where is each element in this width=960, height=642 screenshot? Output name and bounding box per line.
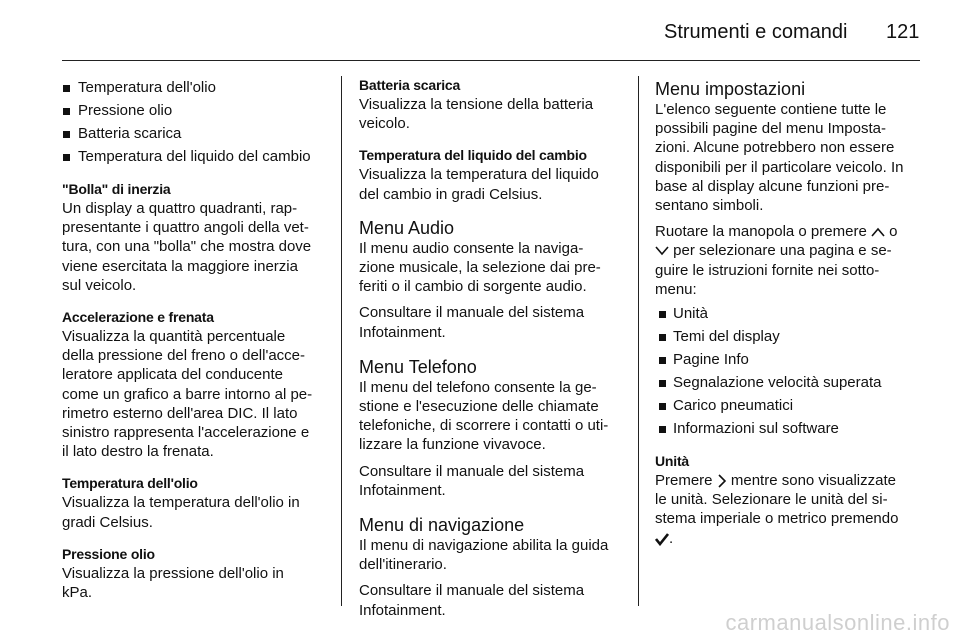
chevron-right-icon bbox=[717, 474, 727, 488]
section-heading: Pressione olio bbox=[62, 545, 155, 562]
bullet-square-icon bbox=[659, 334, 666, 341]
section-settings-menu: Menu impostazioni L'elenco seguente contiene tutte le possibili pagine del menu Imposta- zioni. Alcune potrebbero non essere disponibili per il particolare veicolo. In base al display alcune funzioni pre- sentano simboli. bbox=[655, 78, 923, 215]
chevron-down-icon bbox=[655, 246, 669, 256]
bullet-square-icon bbox=[63, 108, 70, 115]
section-heading: Accelerazione e frenata bbox=[62, 309, 214, 326]
section-inertia-bubble: "Bolla" di inerzia Un display a quattro quadranti, rap- presentante i quattro angoli della vet- tura, con una "bolla" che mostra dove viene esercitata la maggiore inerzia sul veicolo. bbox=[62, 180, 326, 295]
section-acceleration-braking: Accelerazione e frenata Visualizza la quantità percentuale della pressione del freno o dell'acce- leratore applicata del conducente come un grafico a barre intorno al pe- rimetro esterno dell'area DIC. Il lato sinistro rappresenta l'accelerazione e il lato destro la frenata. bbox=[62, 308, 326, 461]
bullet-square-icon bbox=[63, 131, 70, 138]
list-item: Temi del display bbox=[655, 325, 923, 348]
column-3 bbox=[655, 78, 923, 548]
rotate-instructions: Ruotare la manopola o premere o per selezionare una pagina e se- guire le istruzioni fornite nei sotto- menu: bbox=[655, 223, 898, 298]
section-heading: Unità bbox=[655, 453, 690, 470]
bullet-square-icon bbox=[659, 380, 666, 387]
bullet-square-icon bbox=[63, 85, 70, 92]
section-heading: "Bolla" di inerzia bbox=[62, 181, 171, 197]
section-oil-temperature: Temperatura dell'olio Visualizza la temperatura dell'olio in gradi Celsius. bbox=[62, 474, 326, 531]
list-item: Pagine Info bbox=[655, 348, 923, 371]
bullet-square-icon bbox=[659, 426, 666, 433]
list-item: Unità bbox=[655, 302, 923, 325]
section-heading: Menu impostazioni bbox=[655, 79, 806, 99]
bullet-list-settings-pages bbox=[655, 302, 923, 440]
list-item: Informazioni sul software bbox=[655, 417, 923, 440]
section-heading: Temperatura dell'olio bbox=[62, 475, 198, 492]
bullet-list-indicators bbox=[62, 76, 326, 168]
header-rule bbox=[62, 60, 920, 61]
list-item: Temperatura dell'olio bbox=[62, 76, 326, 99]
bullet-square-icon bbox=[659, 311, 666, 318]
section-heading: Menu Audio bbox=[359, 217, 455, 238]
bullet-square-icon bbox=[63, 154, 70, 161]
page-number: 121 bbox=[886, 21, 920, 43]
section-low-battery: Batteria scarica Visualizza la tensione della batteria veicolo. bbox=[359, 76, 623, 133]
section-audio-menu: Menu Audio Il menu audio consente la naviga- zione musicale, la selezione dai pre- feriti o il cambio di sorgente audio. Consultare il manuale del sistema Infotainment. bbox=[359, 217, 623, 342]
list-item: Temperatura del liquido del cambio bbox=[62, 145, 326, 168]
section-heading: Menu di navigazione bbox=[359, 515, 525, 536]
section-transmission-fluid-temp: Temperatura del liquido del cambio Visualizza la temperatura del liquido del cambio in gradi Celsius. bbox=[359, 146, 623, 203]
bullet-square-icon bbox=[659, 357, 666, 364]
column-2 bbox=[359, 76, 623, 620]
column-divider-1 bbox=[341, 76, 342, 606]
section-phone-menu: Menu Telefono Il menu del telefono consente la ge- stione e l'esecuzione delle chiamate telefoniche, di scorrere i contatti o uti- lizzare la funzione vivavoce. Consultare il manuale del sistema Infotainment. bbox=[359, 356, 623, 500]
list-item: Segnalazione velocità superata bbox=[655, 371, 923, 394]
list-item: Batteria scarica bbox=[62, 122, 326, 145]
checkmark-icon bbox=[655, 532, 669, 546]
page-header-title: Strumenti e comandi bbox=[664, 21, 848, 43]
column-divider-2 bbox=[638, 76, 639, 606]
section-units: Unità Premere mentre sono visualizzate le unità. Selezionare le unità del si- stema imperiale o metrico premendo . bbox=[655, 452, 923, 548]
list-item: Pressione olio bbox=[62, 99, 326, 122]
watermark-text: carmanualsonline.info bbox=[725, 610, 950, 635]
section-heading: Batteria scarica bbox=[359, 77, 461, 93]
column-1 bbox=[62, 76, 326, 602]
section-oil-pressure: Pressione olio Visualizza la pressione dell'olio in kPa. bbox=[62, 545, 326, 602]
list-item: Carico pneumatici bbox=[655, 394, 923, 417]
section-heading: Temperatura del liquido del cambio bbox=[359, 147, 587, 164]
chevron-up-icon bbox=[871, 227, 885, 237]
bullet-square-icon bbox=[659, 403, 666, 410]
section-heading: Menu Telefono bbox=[359, 356, 477, 377]
section-navigation-menu: Menu di navigazione Il menu di navigazione abilita la guida dell'itinerario. Consultare il manuale del sistema Infotainment. bbox=[359, 514, 623, 620]
